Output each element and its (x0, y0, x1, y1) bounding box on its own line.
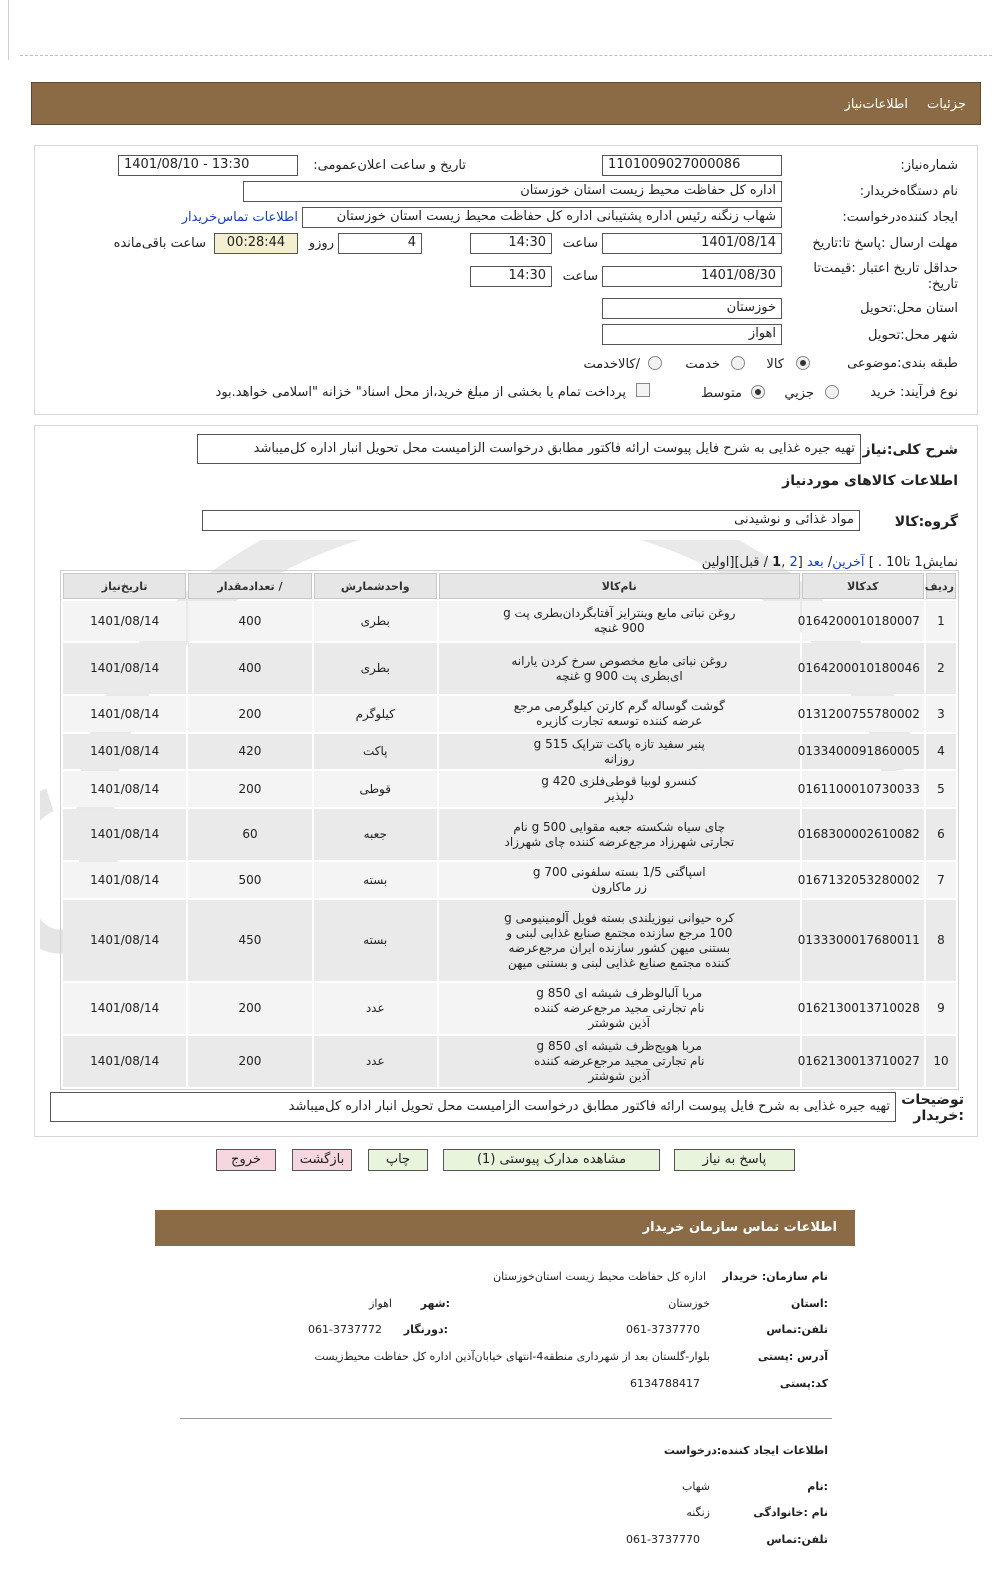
left-edge-line (8, 0, 9, 60)
cell-unit: کیلوگرم (314, 696, 437, 732)
cell-row: 7 (926, 862, 956, 898)
cell-qty: 200 (188, 983, 311, 1034)
days-field: 4 (338, 233, 422, 254)
pagination-show: نمایش1 تا10 . ] (868, 555, 958, 570)
cell-qty: 200 (188, 771, 311, 807)
cell-name: مربا هویج‌ظرف شیشه ای 850 g نام تجارتی مجید مرجع‌عرضه کننده آذین شوشتر (439, 1036, 800, 1087)
process-option-medium: متوسط (701, 386, 742, 401)
tab-details[interactable]: جزئیات (927, 97, 966, 112)
header-bar (31, 82, 981, 125)
process-option-minor: جزیي (784, 386, 814, 401)
cell-unit: جعبه (314, 809, 437, 860)
creator-family: زنگنه (686, 1506, 710, 1519)
cell-code: 0131200755780002 (802, 696, 924, 732)
cell-unit: بسته (314, 900, 437, 981)
pagination-next[interactable]: بعد (806, 555, 824, 570)
reply-button[interactable]: پاسخ به نیاز (674, 1149, 795, 1171)
cell-code: 0164200010180046 (802, 643, 924, 694)
tab-need-info[interactable]: اطلاعات‌نیاز (844, 97, 908, 112)
cell-row: 10 (926, 1036, 956, 1087)
cell-row: 3 (926, 696, 956, 732)
contact-phone: 061-3737770 (626, 1323, 700, 1336)
cell-code: 0167132053280002 (802, 862, 924, 898)
category-radio-service[interactable] (731, 356, 745, 370)
pagination-page-2[interactable]: 2 (789, 555, 798, 570)
contact-org: اداره کل حفاظت محیط زیست استان‌خوزستان (493, 1270, 706, 1283)
need-number-label: شماره‌نیاز: (900, 158, 958, 173)
cell-qty: 60 (188, 809, 311, 860)
validity-label: حداقل تاریخ اعتبار :قیمت‌تا تاریخ: (813, 261, 958, 292)
cell-code: 0161100010730033 (802, 771, 924, 807)
city-label: شهر محل:تحویل (868, 328, 958, 343)
cell-name: چای سیاه شکسته جعبه مقوایی 500 g نام تجارتی شهرزاد مرجع‌عرضه کننده چای شهرزاد (439, 809, 800, 860)
top-divider (20, 55, 992, 56)
category-radio-both[interactable] (648, 356, 662, 370)
creator-field: شهاب زنگنه رئیس اداره پشتیبانی اداره کل حفاظت محیط زیست استان خوزستان (302, 207, 782, 228)
validity-date-field: 1401/08/30 (602, 266, 782, 287)
cell-name: مربا آلبالوظرف شیشه ای 850 g نام تجارتی مجید مرجع‌عرضه کننده آذین شوشتر (439, 983, 800, 1034)
remaining-timer: 00:28:44 (214, 233, 298, 254)
cell-unit: قوطی (314, 771, 437, 807)
cell-qty: 200 (188, 1036, 311, 1087)
cell-name: اسپاگتی 1/5 بسته سلفونی g 700 زر ماکارون (439, 862, 800, 898)
cell-name: پنیر سفید تازه پاکت تتراپک 515 g روزانه (439, 734, 800, 769)
treasury-payment-checkbox[interactable] (636, 383, 650, 397)
table-row (63, 862, 956, 898)
pagination-page-1: 1 (772, 555, 782, 570)
goods-group-field: مواد غذائی و نوشیدنی (202, 510, 860, 531)
col-row: ردیف (926, 573, 956, 599)
deadline-label: مهلت ارسال :پاسخ تا:تاریخ (812, 236, 958, 251)
col-date: تاریخ‌نیاز (63, 573, 186, 599)
creator-phone-label: تلفن:تماس (766, 1533, 828, 1546)
creator-family-label: نام :خانوادگی (753, 1506, 828, 1519)
pagination-prev: / قبل][اولین (701, 555, 769, 570)
table-row (63, 983, 956, 1034)
summary-label: شرح کلی:نیاز (862, 442, 958, 458)
cell-qty: 400 (188, 643, 311, 694)
cell-code: 0168300002610082 (802, 809, 924, 860)
cell-date: 1401/08/14 (63, 983, 186, 1034)
cell-date: 1401/08/14 (63, 643, 186, 694)
category-option-goods: کالا (766, 357, 784, 372)
table-row (63, 771, 956, 807)
buyer-org-field: اداره کل حفاظت محیط زیست استان خوزستان (243, 181, 782, 202)
remaining-label: ساعت باقی‌مانده (113, 236, 206, 251)
need-number-field: 1101009027000086 (602, 155, 782, 176)
cell-date: 1401/08/14 (63, 1036, 186, 1087)
cell-code: 0164200010180007 (802, 601, 924, 641)
contact-province-label: :استان (791, 1297, 828, 1310)
deadline-time-label: ساعت (562, 236, 598, 251)
cell-date: 1401/08/14 (63, 601, 186, 641)
cell-unit: بطری (314, 601, 437, 641)
cell-row: 8 (926, 900, 956, 981)
col-unit: واحدشمارش (314, 573, 437, 599)
cell-date: 1401/08/14 (63, 809, 186, 860)
cell-name: گوشت گوساله گرم کارتن کیلوگرمی مرجع عرضه کننده توسعه تجارت کازیره (439, 696, 800, 732)
process-radio-medium[interactable] (751, 385, 765, 399)
contact-address-label: آدرس :پستی (757, 1350, 828, 1363)
buyer-contact-link[interactable]: اطلاعات تماس‌خریدار (181, 210, 298, 225)
cell-date: 1401/08/14 (63, 771, 186, 807)
city-field: اهواز (602, 324, 782, 345)
creator-phone: 061-3737770 (626, 1533, 700, 1546)
province-field: خوزستان (602, 298, 782, 319)
table-row (63, 696, 956, 732)
cell-unit: بسته (314, 862, 437, 898)
cell-unit: عدد (314, 983, 437, 1034)
contact-title-bar (155, 1210, 855, 1246)
cell-row: 4 (926, 734, 956, 769)
cell-name: کنسرو لوبیا قوطی‌فلزی g 420 دلپذیر (439, 771, 800, 807)
contact-fax: 061-3737772 (308, 1323, 382, 1336)
cell-qty: 450 (188, 900, 311, 981)
contact-city-label: :شهر (420, 1297, 450, 1310)
category-option-both: /کالاخدمت (583, 357, 640, 372)
cell-name: روغن نباتی مایع مخصوص سرخ کردن یارانه ای‌بطری پت g 900 غنچه (439, 643, 800, 694)
table-row (63, 900, 956, 981)
cell-unit: پاکت (314, 734, 437, 769)
cell-qty: 200 (188, 696, 311, 732)
deadline-date-field: 1401/08/14 (602, 233, 782, 254)
cell-code: 0162130013710028 (802, 983, 924, 1034)
process-label: نوع فرآیند: خرید (870, 385, 958, 400)
creator-label: ایجاد کننده‌درخواست: (842, 210, 958, 225)
pagination-last[interactable]: آخرین (832, 555, 865, 570)
exit-button[interactable]: خروج (216, 1149, 276, 1171)
cell-name: کره حیوانی نیوزیلندی بسته فویل آلومینیومی g 100 مرجع سازنده مجتمع صنایع غذایی لبنی و بستنی میهن کشور سازنده ایران مرجع‌عرضه کننده مجتمع صنایع غذایی لبنی و بستنی میهن (439, 900, 800, 981)
table-row (63, 734, 956, 769)
process-radio-minor[interactable] (825, 385, 839, 399)
announce-label: تاریخ و ساعت اعلان‌عمومی: (313, 158, 466, 173)
contact-org-label: نام سازمان: خریدار (722, 1270, 828, 1283)
contact-address: بلوار-گلستان بعد از شهرداری منطقه4-انتهای خیابان‌آذین اداره کل حفاظت محیط‌زیست (314, 1350, 710, 1363)
contact-phone-label: تلفن:تماس (766, 1323, 828, 1336)
contact-fax-label: :دورنگار (403, 1323, 448, 1336)
cell-code: 0162130013710027 (802, 1036, 924, 1087)
buyer-org-label: نام دستگاه‌خریدار: (859, 184, 958, 199)
col-code: کدکالا (802, 573, 924, 599)
contact-city: اهواز (369, 1297, 392, 1310)
cell-row: 9 (926, 983, 956, 1034)
cell-date: 1401/08/14 (63, 862, 186, 898)
deadline-time-field: 14:30 (470, 233, 552, 254)
table-row (63, 643, 956, 694)
table-row (63, 1036, 956, 1087)
cell-unit: عدد (314, 1036, 437, 1087)
goods-group-label: گروه:کالا (894, 514, 958, 530)
cell-row: 6 (926, 809, 956, 860)
contact-province: خوزستان (668, 1297, 710, 1310)
table-row (63, 601, 956, 641)
cell-code: 0133300017680011 (802, 900, 924, 981)
print-button[interactable]: چاپ (368, 1149, 428, 1171)
summary-field: تهیه جیره غذایی به شرح فایل پیوست ارائه فاکتور مطابق درخواست الزامیست محل تحویل انبار اداره کل‌میباشد (197, 434, 861, 464)
contact-postal: 6134788417 (630, 1377, 700, 1390)
payment-note: پرداخت تمام یا بخشی از مبلغ خرید،از محل اسناد" خزانه "اسلامی خواهد.بود (215, 385, 626, 400)
category-option-service: خدمت (685, 357, 720, 372)
buyer-notes-field: تهیه جیره غذایی به شرح فایل پیوست ارائه فاکتور مطابق درخواست الزامیست محل تحویل انبار اداره کل‌میباشد (50, 1092, 896, 1122)
cell-row: 2 (926, 643, 956, 694)
goods-title: اطلاعات کالاهای موردنیاز (782, 473, 958, 489)
creator-name: شهاب (682, 1480, 710, 1493)
cell-row: 1 (926, 601, 956, 641)
pagination: نمایش1 تا10 . ] آخرین/ بعد [2 ,1 / قبل][اولین (701, 555, 958, 570)
cell-name: روغن نباتی مایع وینترایز آفتابگردان‌بطری پت g 900 غنچه (439, 601, 800, 641)
goods-table-header (63, 573, 956, 599)
contact-postal-label: کد:پستی (779, 1377, 828, 1390)
cell-row: 5 (926, 771, 956, 807)
cell-date: 1401/08/14 (63, 734, 186, 769)
goods-table (60, 570, 959, 1090)
cell-code: 0133400091860005 (802, 734, 924, 769)
cell-qty: 420 (188, 734, 311, 769)
col-qty: / تعدادمقدار (188, 573, 311, 599)
category-radio-goods[interactable] (796, 356, 810, 370)
validity-time-label: ساعت (562, 269, 598, 284)
cell-unit: بطری (314, 643, 437, 694)
creator-name-label: :نام (807, 1480, 828, 1493)
province-label: استان محل:تحویل (860, 301, 958, 316)
contact-divider (180, 1418, 832, 1419)
buyer-notes-label: توضیحات :خریدار (901, 1092, 964, 1124)
contact-title: اطلاعات تماس سازمان‌ خریدار (642, 1220, 837, 1235)
cell-date: 1401/08/14 (63, 900, 186, 981)
cell-date: 1401/08/14 (63, 696, 186, 732)
validity-time-field: 14:30 (470, 266, 552, 287)
cell-qty: 500 (188, 862, 311, 898)
cell-qty: 400 (188, 601, 311, 641)
category-label: طبقه بندی:موضوعی (847, 356, 958, 371)
creator-info-title: اطلاعات ایجاد کننده:درخواست (663, 1444, 828, 1457)
announce-field: 1401/08/10 - 13:30 (118, 155, 298, 176)
view-attachments-button[interactable]: مشاهده مدارک پیوستی (1) (443, 1149, 660, 1171)
col-name: نام‌کالا (439, 573, 800, 599)
table-row (63, 809, 956, 860)
days-label: روزو (308, 236, 334, 251)
back-button[interactable]: بازگشت (292, 1149, 352, 1171)
